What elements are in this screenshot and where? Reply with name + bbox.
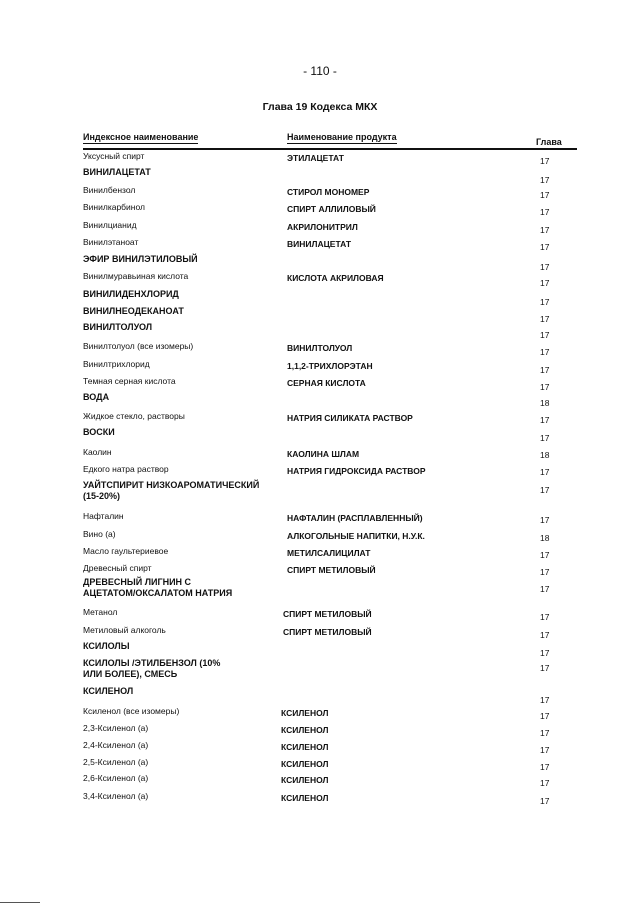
- index-name-cell: Масло гаультериевое: [83, 546, 169, 556]
- product-name-cell: АКРИЛОНИТРИЛ: [287, 222, 358, 232]
- index-name-cell: Древесный спирт: [83, 563, 152, 573]
- index-name-cell: [83, 480, 259, 502]
- index-name-cell: ВИНИЛНЕОДЕКАНОАТ: [83, 306, 184, 316]
- column-header-index-name: Индексное наименование: [83, 132, 199, 142]
- chapter-cell: 17: [540, 175, 550, 185]
- chapter-cell: 18: [540, 533, 550, 543]
- index-name-cell: ВОСКИ: [83, 427, 115, 437]
- chapter-cell: 17: [540, 347, 550, 357]
- index-name-cell: Винилкарбинол: [83, 202, 145, 212]
- product-name-cell: ВИНИЛТОЛУОЛ: [287, 343, 353, 353]
- index-name-cell: Винилцианид: [83, 220, 137, 230]
- chapter-cell: 17: [540, 156, 550, 166]
- chapter-cell: 17: [540, 314, 550, 324]
- chapter-cell: 17: [540, 567, 550, 577]
- index-name-cell: ЭФИР ВИНИЛЭТИЛОВЫЙ: [83, 254, 198, 264]
- product-name-cell: АЛКОГОЛЬНЫЕ НАПИТКИ, Н.У.К.: [287, 531, 425, 541]
- column-header-chapter: Глава: [536, 137, 562, 147]
- index-name-cell: 2,3-Ксиленол (а): [83, 723, 149, 733]
- chapter-cell: 17: [540, 728, 550, 738]
- chapter-cell: 17: [540, 778, 550, 788]
- chapter-cell: 17: [540, 365, 550, 375]
- index-name-cell: [83, 577, 232, 599]
- product-name-cell: СПИРТ МЕТИЛОВЫЙ: [283, 609, 372, 619]
- product-name-cell: 1,1,2-ТРИХЛОРЭТАН: [287, 361, 373, 371]
- product-name-cell: КСИЛЕНОЛ: [281, 742, 329, 752]
- chapter-cell: 17: [540, 278, 550, 288]
- product-name-cell: СПИРТ МЕТИЛОВЫЙ: [287, 565, 376, 575]
- index-name-cell: Темная серная кислота: [83, 376, 176, 386]
- chapter-cell: 17: [540, 711, 550, 721]
- index-name-line: АЦЕТАТОМ/ОКСАЛАТОМ НАТРИЯ: [83, 588, 233, 598]
- chapter-cell: 17: [540, 663, 550, 673]
- index-name-line: ДРЕВЕСНЫЙ ЛИГНИН С: [83, 577, 192, 587]
- product-name-cell: КИСЛОТА АКРИЛОВАЯ: [287, 273, 384, 283]
- index-name-cell: ВИНИЛИДЕНХЛОРИД: [83, 289, 179, 299]
- chapter-cell: 17: [540, 695, 550, 705]
- index-name-cell: Едкого натра раствор: [83, 464, 169, 474]
- chapter-cell: 17: [540, 648, 550, 658]
- product-name-cell: СПИРТ МЕТИЛОВЫЙ: [283, 627, 372, 637]
- product-name-cell: КСИЛЕНОЛ: [281, 725, 329, 735]
- chapter-title: Глава 19 Кодекса МКХ: [262, 101, 378, 113]
- chapter-cell: 17: [540, 242, 550, 252]
- index-name-cell: Нафталин: [83, 511, 124, 521]
- chapter-cell: 17: [540, 467, 550, 477]
- index-name-cell: Винилтолуол (все изомеры): [83, 341, 194, 351]
- product-name-cell: СТИРОЛ МОНОМЕР: [287, 187, 370, 197]
- footer-rule: [0, 902, 40, 903]
- chapter-cell: 17: [540, 190, 550, 200]
- product-name-cell: ЭТИЛАЦЕТАТ: [287, 153, 344, 163]
- index-name-cell: Метанол: [83, 607, 118, 617]
- index-name-cell: Вино (а): [83, 529, 116, 539]
- index-name-cell: ВИНИЛАЦЕТАТ: [83, 167, 151, 177]
- chapter-cell: 17: [540, 630, 550, 640]
- chapter-cell: 17: [540, 762, 550, 772]
- index-name-cell: КСИЛОЛЫ: [83, 641, 130, 651]
- index-name-cell: ВИНИЛТОЛУОЛ: [83, 322, 153, 332]
- chapter-cell: 17: [540, 515, 550, 525]
- index-name-cell: Метиловый алкоголь: [83, 625, 166, 635]
- index-name-cell: 2,5-Ксиленол (а): [83, 757, 149, 767]
- index-name-cell: Винилмуравьиная кислота: [83, 271, 189, 281]
- product-name-cell: СПИРТ АЛЛИЛОВЫЙ: [287, 204, 376, 214]
- index-name-cell: 3,4-Ксиленол (а): [83, 791, 149, 801]
- chapter-cell: 17: [540, 485, 550, 495]
- index-name-cell: Жидкое стекло, растворы: [83, 411, 185, 421]
- chapter-cell: 17: [540, 207, 550, 217]
- chapter-cell: 17: [540, 330, 550, 340]
- product-name-cell: ВИНИЛАЦЕТАТ: [287, 239, 352, 249]
- page-number: - 110 -: [303, 64, 337, 78]
- product-name-cell: СЕРНАЯ КИСЛОТА: [287, 378, 366, 388]
- index-name-cell: 2,4-Ксиленол (а): [83, 740, 149, 750]
- index-name-cell: Ксиленол (все изомеры): [83, 706, 180, 716]
- column-header-product-name: Наименование продукта: [287, 132, 397, 142]
- index-name-line: КСИЛОЛЫ /ЭТИЛБЕНЗОЛ (10%: [83, 658, 221, 668]
- index-name-cell: Каолин: [83, 447, 112, 457]
- product-name-cell: НАФТАЛИН (РАСПЛАВЛЕННЫЙ): [287, 513, 423, 523]
- index-name-cell: ВОДА: [83, 392, 110, 402]
- index-name-cell: Винилэтаноат: [83, 237, 139, 247]
- chapter-cell: 17: [540, 745, 550, 755]
- index-name-line: ИЛИ БОЛЕЕ), СМЕСЬ: [83, 669, 178, 679]
- chapter-cell: 17: [540, 584, 550, 594]
- index-name-cell: 2,6-Ксиленол (а): [83, 773, 149, 783]
- chapter-cell: 17: [540, 796, 550, 806]
- chapter-cell: 17: [540, 550, 550, 560]
- index-name-line: (15-20%): [83, 491, 121, 501]
- product-name-cell: НАТРИЯ СИЛИКАТА РАСТВОР: [287, 413, 413, 423]
- product-name-cell: КСИЛЕНОЛ: [281, 793, 329, 803]
- chapter-cell: 17: [540, 262, 550, 272]
- index-name-line: УАЙТСПИРИТ НИЗКОАРОМАТИЧЕСКИЙ: [83, 480, 260, 490]
- index-name-cell: Винилбензол: [83, 185, 136, 195]
- product-name-cell: КСИЛЕНОЛ: [281, 708, 329, 718]
- product-name-cell: МЕТИЛСАЛИЦИЛАТ: [287, 548, 371, 558]
- chapter-cell: 17: [540, 382, 550, 392]
- chapter-cell: 18: [540, 398, 550, 408]
- chapter-cell: 18: [540, 450, 550, 460]
- product-name-cell: КСИЛЕНОЛ: [281, 775, 329, 785]
- chapter-cell: 17: [540, 433, 550, 443]
- index-name-cell: [83, 658, 220, 680]
- header-rule: [83, 148, 577, 150]
- index-name-cell: Винилтрихлорид: [83, 359, 150, 369]
- product-name-cell: КАОЛИНА ШЛАМ: [287, 449, 360, 459]
- chapter-cell: 17: [540, 225, 550, 235]
- index-name-cell: КСИЛЕНОЛ: [83, 686, 134, 696]
- chapter-cell: 17: [540, 415, 550, 425]
- chapter-cell: 17: [540, 297, 550, 307]
- index-name-cell: Уксусный спирт: [83, 151, 145, 161]
- product-name-cell: НАТРИЯ ГИДРОКСИДА РАСТВОР: [287, 466, 426, 476]
- chapter-cell: 17: [540, 612, 550, 622]
- product-name-cell: КСИЛЕНОЛ: [281, 759, 329, 769]
